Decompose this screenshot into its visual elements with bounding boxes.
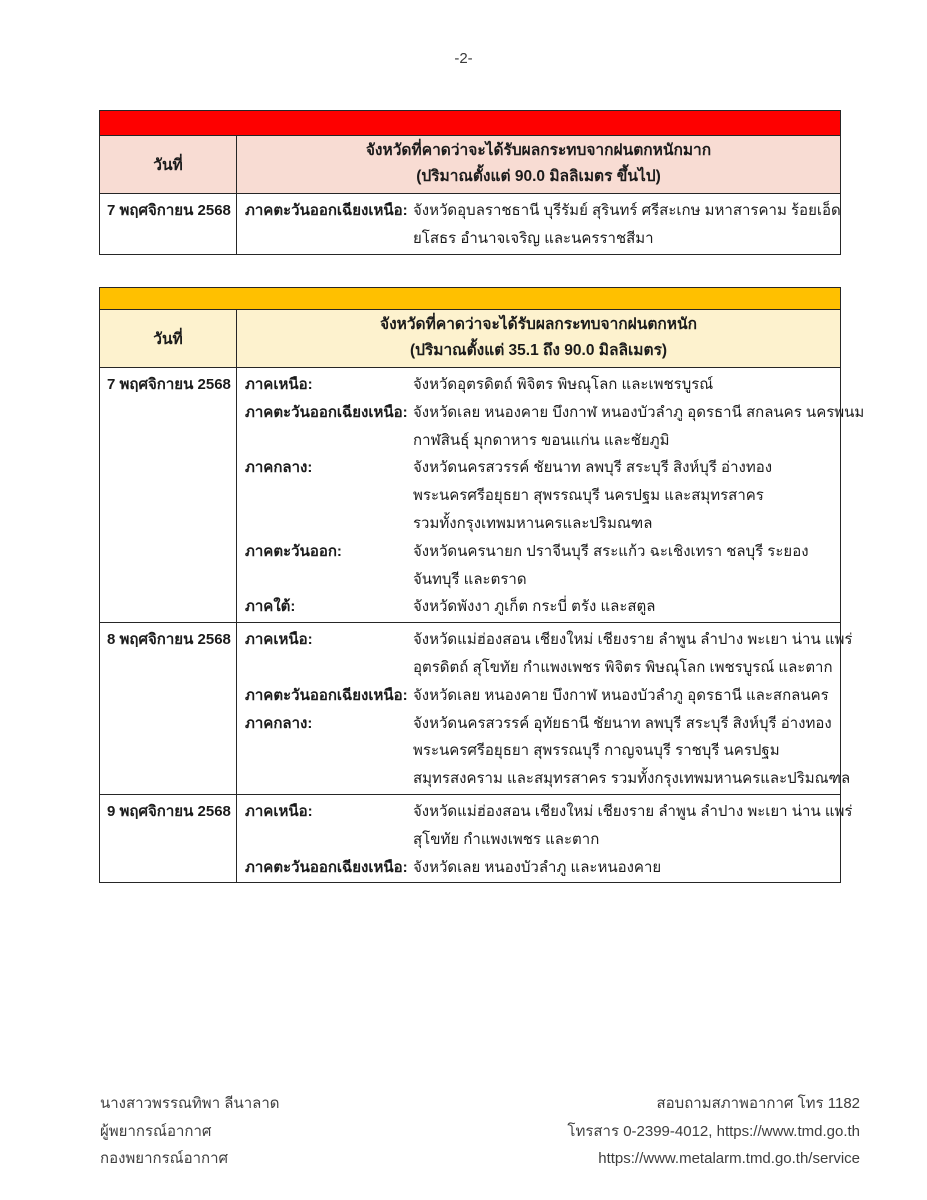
region-row — [245, 854, 852, 882]
region-row — [245, 626, 852, 682]
table-title-line2: (ปริมาณตั้งแต่ 90.0 มิลลิเมตร ขึ้นไป) — [416, 168, 661, 185]
province-lines — [413, 371, 864, 399]
page-footer — [100, 1090, 860, 1173]
table-header-row — [100, 310, 840, 368]
region-row — [245, 710, 852, 793]
province-lines — [413, 197, 841, 253]
gold-accent-bar — [100, 288, 840, 310]
table-title — [237, 310, 840, 367]
forecaster-title: ผู้พยากรณ์อากาศ — [100, 1122, 212, 1140]
heavy-rain-table — [99, 287, 865, 883]
region-row — [245, 798, 852, 854]
region-label: ภาคตะวันออก: — [245, 542, 342, 560]
date-cell: 7 พฤศจิกายน 2568 — [100, 368, 237, 622]
province-line: จังหวัดนครนายก ปราจีนบุรี สระแก้ว ฉะเชิงเทรา ชลบุรี ระยอง — [413, 542, 809, 560]
region-label: ภาคตะวันออกเฉียงเหนือ: — [245, 202, 408, 219]
province-line: จันทบุรี และตราด — [413, 570, 527, 588]
regions-cell — [237, 368, 870, 622]
province-line: จังหวัดแม่ฮ่องสอน เชียงใหม่ เชียงราย ลำพูน ลำปาง พะเยา น่าน แพร่ — [413, 802, 853, 820]
province-line: สุโขทัย กำแพงเพชร และตาก — [413, 830, 600, 848]
province-line: จังหวัดนครสวรรค์ อุทัยธานี ชัยนาท ลพบุรี สระบุรี สิงห์บุรี อ่างทอง — [413, 714, 832, 732]
region-row — [245, 682, 852, 710]
province-line: จังหวัดพังงา ภูเก็ต กระบี่ ตรัง และสตูล — [413, 598, 656, 616]
region-row — [245, 371, 864, 399]
province-line: พระนครศรีอยุธยา สุพรรณบุรี นครปฐม และสมุทรสาคร — [413, 487, 764, 505]
forecast-row — [100, 795, 853, 882]
region-row — [245, 593, 864, 621]
province-lines — [413, 454, 864, 537]
red-accent-bar — [100, 111, 840, 136]
table-title-line1: จังหวัดที่คาดว่าจะได้รับผลกระทบจากฝนตกหนัก — [379, 316, 697, 333]
weather-hotline: สอบถามสภาพอากาศ โทร 1182 — [656, 1095, 860, 1112]
province-line: พระนครศรีอยุธยา สุพรรณบุรี กาญจนบุรี ราชบุรี นครปฐม — [413, 742, 780, 760]
province-line: จังหวัดแม่ฮ่องสอน เชียงใหม่ เชียงราย ลำพูน ลำปาง พะเยา น่าน แพร่ — [413, 631, 853, 649]
province-lines — [413, 626, 852, 682]
fax-and-website: โทรสาร 0-2399-4012, https://www.tmd.go.th — [567, 1122, 860, 1140]
region-label: ภาคตะวันออกเฉียงเหนือ: — [245, 858, 408, 876]
province-lines — [413, 399, 864, 455]
region-label: ภาคเหนือ: — [245, 802, 313, 820]
province-lines — [413, 538, 864, 594]
province-line: จังหวัดอุบลราชธานี บุรีรัมย์ สุรินทร์ ศรีสะเกษ มหาสารคาม ร้อยเอ็ด — [413, 202, 841, 219]
province-lines — [413, 682, 852, 710]
date-cell: 8 พฤศจิกายน 2568 — [100, 623, 237, 794]
region-label: ภาคเหนือ: — [245, 631, 313, 649]
province-line: จังหวัดเลย หนองคาย บึงกาฬ หนองบัวลำภู อุดรธานี และสกลนคร — [413, 686, 829, 704]
region-row — [245, 197, 841, 253]
forecast-row — [100, 623, 853, 795]
province-lines — [413, 854, 852, 882]
province-line: จังหวัดเลย หนองบัวลำภู และหนองคาย — [413, 858, 662, 876]
table-title-line2: (ปริมาณตั้งแต่ 35.1 ถึง 90.0 มิลลิเมตร) — [409, 342, 668, 359]
province-line: จังหวัดเลย หนองคาย บึงกาฬ หนองบัวลำภู อุดรธานี สกลนคร นครพนม — [413, 403, 865, 421]
province-line: รวมทั้งกรุงเทพมหานครและปริมณฑล — [413, 514, 653, 532]
date-column-header: วันที่ — [100, 310, 237, 367]
region-label: ภาคตะวันออกเฉียงเหนือ: — [245, 686, 408, 704]
regions-cell — [237, 194, 847, 254]
province-lines — [413, 593, 864, 621]
region-label: ภาคใต้: — [245, 598, 296, 616]
footer-contact-block — [567, 1090, 860, 1173]
province-line: จังหวัดนครสวรรค์ ชัยนาท ลพบุรี สระบุรี สิงห์บุรี อ่างทอง — [413, 459, 773, 477]
province-line: สมุทรสงคราม และสมุทรสาคร รวมทั้งกรุงเทพมหานครและปริมณฑล — [413, 770, 851, 788]
region-row — [245, 538, 864, 594]
page-number: -2- — [454, 50, 473, 67]
region-label: ภาคกลาง: — [245, 714, 313, 732]
table-title-line1: จังหวัดที่คาดว่าจะได้รับผลกระทบจากฝนตกหนักมาก — [365, 142, 712, 159]
footer-signature-block — [100, 1090, 280, 1173]
province-line: กาฬสินธุ์ มุกดาหาร ขอนแก่น และชัยภูมิ — [413, 431, 670, 449]
forecast-row — [100, 368, 865, 623]
province-line: จังหวัดอุตรดิตถ์ พิจิตร พิษณุโลก และเพชรบูรณ์ — [413, 376, 714, 393]
table-header-row — [100, 136, 840, 194]
forecaster-division: กองพยากรณ์อากาศ — [100, 1150, 229, 1168]
date-column-header: วันที่ — [100, 136, 237, 193]
table-title — [237, 136, 840, 193]
regions-cell — [237, 795, 858, 882]
province-lines — [413, 710, 852, 793]
province-line: ยโสธร อำนาจเจริญ และนครราชสีมา — [413, 229, 654, 247]
regions-cell — [237, 623, 858, 794]
very-heavy-rain-table — [99, 110, 841, 255]
region-label: ภาคกลาง: — [245, 459, 313, 477]
forecast-row — [100, 194, 840, 254]
region-row — [245, 454, 864, 537]
region-label: ภาคตะวันออกเฉียงเหนือ: — [245, 403, 408, 421]
forecaster-name: นางสาวพรรณทิพา ลีนาลาด — [100, 1095, 280, 1112]
province-lines — [413, 798, 852, 854]
region-row — [245, 399, 864, 455]
date-cell: 9 พฤศจิกายน 2568 — [100, 795, 237, 882]
region-label: ภาคเหนือ: — [245, 376, 313, 393]
province-line: อุตรดิตถ์ สุโขทัย กำแพงเพชร พิจิตร พิษณุโลก เพชรบูรณ์ และตาก — [413, 658, 833, 676]
metalarm-service-url: https://www.metalarm.tmd.go.th/service — [598, 1150, 860, 1168]
date-cell: 7 พฤศจิกายน 2568 — [100, 194, 237, 254]
